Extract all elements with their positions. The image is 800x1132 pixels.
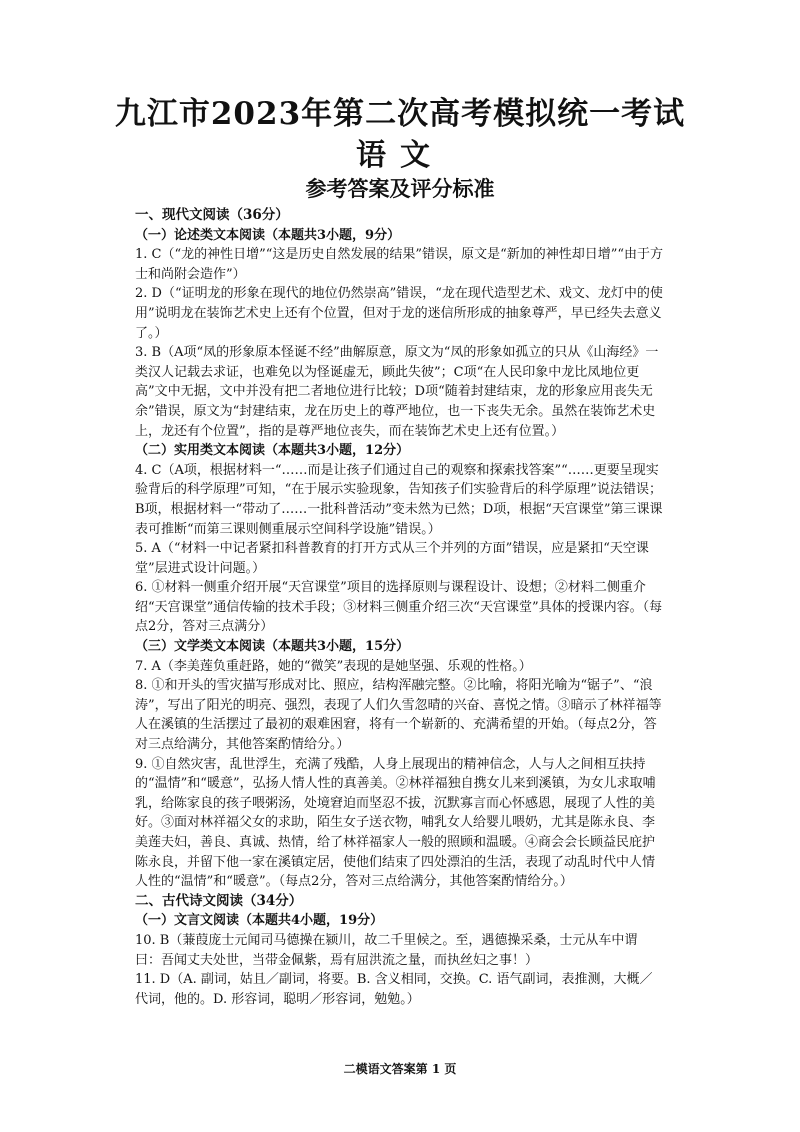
answer-key-subtitle: 参考答案及评分标准 <box>305 176 495 201</box>
answer-item: 3. B（A项“凤的形象原本怪诞不经”曲解原意，原文为“凤的形象如孤立的只从《山海经》一类汉人记载去求证，也难免以为怪诞虚无，顾此失彼”；C项“在人民印象中龙比凤地位更高”文中无据，文中并没有把二者地位进行比较；D项“随着封建结束，龙的形象应用丧失无余”错误，原文为“封建结束，龙在历史上的尊严地位，也一下丧失无余。虽然在装饰艺术史上，龙还有个位置”，指的是尊严地位丧失，而在装饰艺术史上还有位置。） <box>135 345 659 439</box>
subsection-heading: （一）论述类文本阅读（本题共3小题，9分） <box>135 227 401 243</box>
exam-title: 九江市2023年第二次高考模拟统一考试 <box>114 96 686 132</box>
section-heading: 二、古代诗文阅读（34分） <box>135 892 303 909</box>
answer-item: 9. ①自然灾害，乱世浮生，充满了残酷，人身上展现出的精神信念，人与人之间相互扶持的“温情”和“暖意”，弘扬人情人性的真善美。②林祥福独自携女儿来到溪镇，为女儿求取哺乳，给陈家良的孩子喂粥汤，处境窘迫而坚忍不拔，沉默寡言而心怀感恩，展现了人性的美好。③面对林祥福父女的求助，陌生女子送衣物，哺乳女人给婴儿喂奶，尤其是陈永良、李美莲夫妇，善良、真诚、热情，给了林祥福家人一般的照顾和温暖。④商会会长顾益民庇护陈永良，并留下他一家在溪镇定居，使他们结束了四处漂泊的生活，表现了动乱时代中人情人性的“温情”和“暖意”。（每点2分，答对三点给满分，其他答案酌情给分。） <box>135 756 656 890</box>
subsection-heading: （二）实用类文本阅读（本题共3小题，12分） <box>135 443 410 459</box>
answer-item: 5. A（“材料一中记者紧扣科普教育的打开方式从三个并列的方面”错误，应是紧扣“天空课堂”层进式设计问题。） <box>135 541 649 576</box>
answer-item: 6. ①材料一侧重介绍开展“天宫课堂”项目的选择原则与课程设计、设想；②材料二侧重介绍“天宫课堂”通信传输的技术手段；③材料三侧重介绍三次“天宫课堂”具体的授课内容。（每点2分，答对三点满分） <box>135 580 663 635</box>
answer-item: 7. A（李美莲负重赶路，她的“微笑”表现的是她坚强、乐观的性格。） <box>135 658 532 674</box>
answer-item: 10. B（蒹葭庞士元闻司马德操在颍川，故二千里候之。至，遇德操采桑，士元从车中谓曰：吾闻丈夫处世，当带金佩紫，焉有屈洪流之量，而执丝妇之事！） <box>135 932 638 968</box>
page-footer: 二模语文答案第 1 页 <box>343 1062 457 1076</box>
answer-content <box>135 206 663 1009</box>
answer-item: 8. ①和开头的雪灾描写形成对比、照应，结构浑融完整。②比喻，将阳光喻为“锯子”、“浪涛”，写出了阳光的明亮、强烈，表现了人们久雪忽晴的兴奋、喜悦之情。③暗示了林祥福等人在溪镇的生活摆过了最初的艰难困窘，将有一个崭新的、充满希望的开始。（每点2分，答对三点给满分，其他答案酌情给分。） <box>135 678 662 753</box>
section-heading: 一、现代文阅读（36分） <box>135 207 289 223</box>
answer-item: 1. C（“龙的神性日增”“这是历史自然发展的结果”错误，原文是“新加的神性却日增”“由于方士和尚附会造作”） <box>135 247 664 282</box>
answer-item: 2. D（“证明龙的形象在现代的地位仍然崇高”错误，“龙在现代造型艺术、戏文、龙灯中的使用”说明龙在装饰艺术史上还有个位置，但对于龙的迷信所形成的抽象尊严，早已经失去意义了。） <box>135 286 663 341</box>
subsection-heading: （三）文学类文本阅读（本题共3小题，15分） <box>135 639 410 655</box>
answer-item: 4. C（A项，根据材料一“……而是让孩子们通过自己的观察和探索找答案”“……更要呈现实验背后的科学原理”可知，“在于展示实验现象，告知孩子们实验背后的科学原理”说法错误；B项，根据材料一“带动了……一批科普活动”变未然为已然；D项，根据“天宫课堂”第三课课表可推断“而第三课则侧重展示空间科学设施”错误。） <box>135 462 663 537</box>
answer-item: 11. D（A. 副词，姑且／副词，将要。B. 含义相同，交换。C. 语气副词，表推测，大概／代词，他的。D. 形容词，聪明／形容词，勉勉。） <box>135 972 653 1007</box>
subsection-heading: （一）文言文阅读（本题共4小题，19分） <box>135 913 384 929</box>
subject-title: 语文 <box>356 138 444 173</box>
